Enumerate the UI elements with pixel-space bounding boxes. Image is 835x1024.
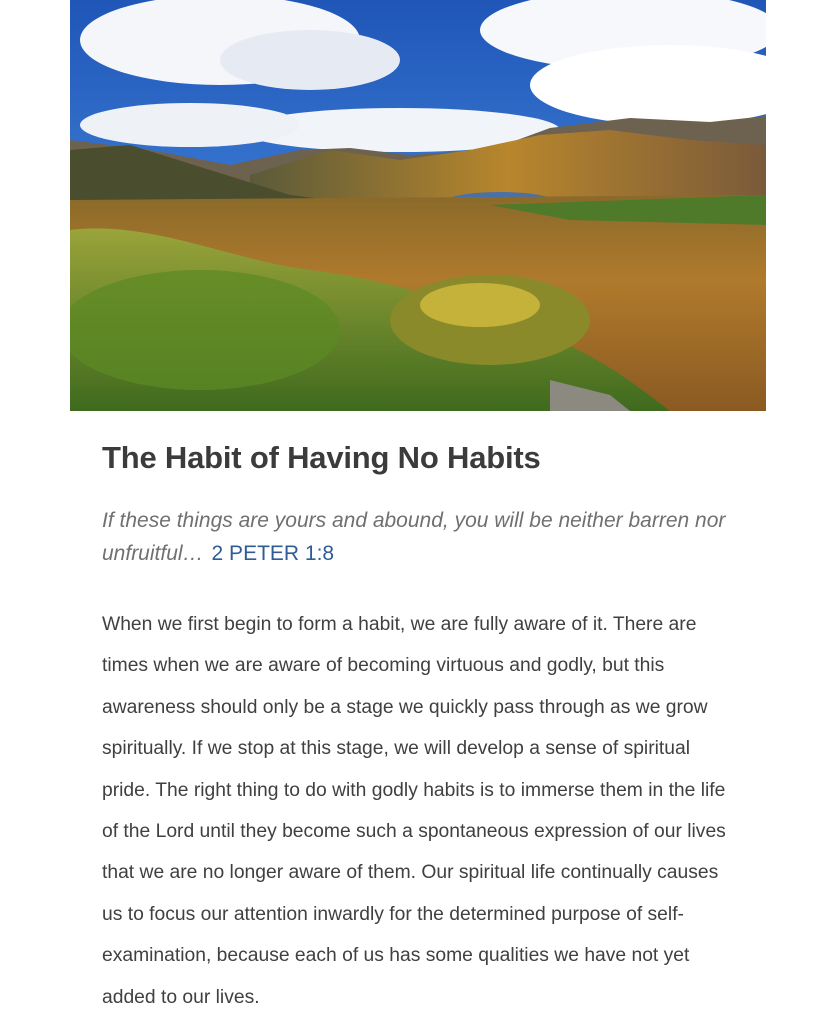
- article-title: The Habit of Having No Habits: [102, 440, 541, 475]
- article: [102, 432, 742, 1018]
- article-body: When we first begin to form a habit, we are fully aware of it. There are times when we are aware of becoming virtuous and godly, but this awareness should only be a stage we quickly pass through as we grow spiritually. If we stop at this stage, we will develop a sense of spiritual pride. The right thing to do with godly habits is to immerse them in the life of the Lord until they become such a spontaneous expression of our lives that we are no longer aware of them. Our spiritual life continually causes us to focus our attention inwardly for the determined purpose of self-examination, because each of us has some qualities we have not yet added to our lives.: [102, 614, 726, 1008]
- verse-text: If these things are yours and abound, you will be neither barren nor unfruitful…: [102, 509, 726, 565]
- hero-image: [70, 0, 766, 411]
- verse-quote: [102, 504, 742, 570]
- verse-reference-link[interactable]: 2 PETER 1:8: [211, 542, 335, 565]
